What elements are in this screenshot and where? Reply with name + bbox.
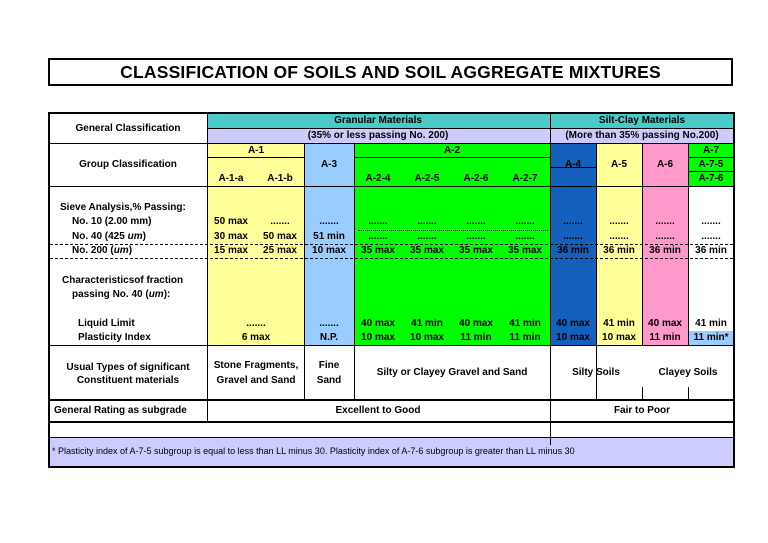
chars-ll-row-cell: 40 max xyxy=(648,318,682,329)
sieve-row200-cell: 35 max xyxy=(410,245,444,256)
sieve-row40-cell: 51 min xyxy=(313,231,345,242)
dash-line-2 xyxy=(50,258,733,259)
hline-2 xyxy=(48,186,735,187)
liquid-limit-label: Liquid Limit xyxy=(78,318,135,329)
sieve-row10-cell: ....... xyxy=(655,216,675,227)
sieve-row10-cell: 50 max xyxy=(214,216,248,227)
sieve-row40-cell: ....... xyxy=(515,231,535,242)
group-a1: A-1 xyxy=(247,145,265,156)
hline-a7a xyxy=(688,157,734,158)
hline-a2 xyxy=(354,157,550,158)
group-a4: A-4 xyxy=(564,159,582,170)
tick-a6 xyxy=(642,387,643,399)
sieve-row40-cell: ....... xyxy=(563,231,583,242)
group-a1b: A-1-b xyxy=(267,173,293,184)
a1-type-2: Gravel and Sand xyxy=(216,375,296,386)
sieve-row10-cell: ....... xyxy=(368,216,388,227)
hline-header xyxy=(207,128,734,129)
plasticity-index-label: Plasticity Index xyxy=(78,332,151,343)
group-a76: A-7-6 xyxy=(698,173,724,184)
sieve-row200-cell: 35 max xyxy=(459,245,493,256)
sieve-row200-cell: 36 min xyxy=(557,245,589,256)
sieve-row40-cell: ....... xyxy=(609,231,629,242)
chars-pi-row-cell: 11 min xyxy=(509,332,541,343)
sieve-row40-cell: 30 max xyxy=(214,231,248,242)
border-left xyxy=(48,112,50,468)
sieve-row200-cell: 15 max xyxy=(214,245,248,256)
sieve-row200-cell: 35 max xyxy=(508,245,542,256)
chars-ll-row-cell: 41 min xyxy=(695,318,727,329)
hline-4 xyxy=(48,399,735,401)
chars-pi-row-cell: 10 max xyxy=(361,332,395,343)
chars-pi-row-cell: 11 min xyxy=(460,332,492,343)
group-a7: A-7 xyxy=(702,145,720,156)
rating-good: Excellent to Good xyxy=(335,405,421,416)
tick-a4 xyxy=(550,387,551,399)
chars-pi-row-cell: 10 max xyxy=(602,332,636,343)
vline-a5-a6 xyxy=(642,143,643,345)
a1-pi: 6 max xyxy=(241,332,271,343)
usual-types-label-1: Usual Types of significant xyxy=(66,362,190,373)
chars-ll-row-cell: 40 max xyxy=(361,318,395,329)
hline-6 xyxy=(48,437,735,438)
chars-pi-row-cell: 11 min xyxy=(649,332,681,343)
group-a6: A-6 xyxy=(656,159,674,170)
sieve-row10-cell: ....... xyxy=(466,216,486,227)
hline-a1 xyxy=(207,157,304,158)
page-title: CLASSIFICATION OF SOILS AND SOIL AGGREGATE MIXTURES xyxy=(48,58,733,86)
a1-type-1: Stone Fragments, xyxy=(213,360,299,371)
a3-type-2: Sand xyxy=(316,375,342,386)
sieve-row200-cell: 35 max xyxy=(361,245,395,256)
sieve-row10-cell: ....... xyxy=(701,216,721,227)
vline-a3-a2 xyxy=(354,143,355,399)
sieve-row10-cell: ....... xyxy=(515,216,535,227)
sieve-no40-label: No. 40 (425 um) xyxy=(72,231,146,242)
sieve-analysis-label: Sieve Analysis,% Passing: xyxy=(60,202,186,213)
vline-a1-a3 xyxy=(304,143,305,399)
clayey-soils-type: Clayey Soils xyxy=(658,367,718,378)
sieve-row200-cell: 10 max xyxy=(312,245,346,256)
chars-ll-row-cell: 41 min xyxy=(603,318,635,329)
chars-ll-row-cell: 40 max xyxy=(459,318,493,329)
chars-pi-row-cell: 11 min* xyxy=(693,332,729,343)
border-bottom xyxy=(48,466,735,468)
border-top xyxy=(48,112,735,114)
chars-pi-row-cell: 10 max xyxy=(410,332,444,343)
group-classification-label: Group Classification xyxy=(79,159,177,170)
granular-materials-header: Granular Materials xyxy=(334,115,422,126)
vline-a6-a7 xyxy=(688,143,689,345)
sieve-row10-cell: ....... xyxy=(417,216,437,227)
group-a2: A-2 xyxy=(443,145,461,156)
sieve-row200-cell: 36 min xyxy=(695,245,727,256)
chars-ll-row-cell: 41 min xyxy=(509,318,541,329)
sieve-row40-cell: ....... xyxy=(368,231,388,242)
group-a24: A-2-4 xyxy=(365,173,391,184)
group-a1a: A-1-a xyxy=(218,173,244,184)
group-a5: A-5 xyxy=(610,159,628,170)
a3-ll: ....... xyxy=(319,318,339,329)
a3-type-1: Fine xyxy=(318,360,340,371)
characteristics-label-2: passing No. 40 (um): xyxy=(72,289,171,300)
group-a27: A-2-7 xyxy=(512,173,538,184)
sieve-row40-cell: ....... xyxy=(701,231,721,242)
sieve-row10-cell: ....... xyxy=(319,216,339,227)
sieve-row200-cell: 25 max xyxy=(263,245,297,256)
chars-ll-row-cell: 41 min xyxy=(411,318,443,329)
usual-types-label-2: Constituent materials xyxy=(76,375,180,386)
sieve-row10-cell: ....... xyxy=(563,216,583,227)
rating-poor: Fair to Poor xyxy=(613,405,671,416)
sieve-no200-label: No. 200 (um) xyxy=(72,245,133,256)
sieve-row40-cell: ....... xyxy=(655,231,675,242)
vline-label xyxy=(207,114,208,422)
tick-a7 xyxy=(688,387,689,399)
sieve-row40-cell: ....... xyxy=(417,231,437,242)
granular-sub-header: (35% or less passing No. 200) xyxy=(307,130,449,141)
group-a25: A-2-5 xyxy=(414,173,440,184)
vline-a4-a5 xyxy=(596,143,597,399)
hline-5 xyxy=(48,421,735,423)
general-rating-label: General Rating as subgrade xyxy=(54,405,187,416)
chars-ll-row-cell: 40 max xyxy=(556,318,590,329)
characteristics-label-1: Characteristicsof fraction xyxy=(62,275,184,286)
a2-type: Silty or Clayey Gravel and Sand xyxy=(376,367,528,378)
a3-pi: N.P. xyxy=(319,332,339,343)
group-a3: A-3 xyxy=(320,159,338,170)
border-right xyxy=(733,112,735,468)
sieve-row200-cell: 36 min xyxy=(603,245,635,256)
general-classification-label: General Classification xyxy=(75,123,181,134)
sieve-row200-cell: 36 min xyxy=(649,245,681,256)
sieve-row40-cell: 50 max xyxy=(263,231,297,242)
sieve-row40-cell: ....... xyxy=(466,231,486,242)
hline-1 xyxy=(48,143,735,144)
a1-ll: ....... xyxy=(246,318,266,329)
chars-pi-row-cell: 10 max xyxy=(556,332,590,343)
group-a26: A-2-6 xyxy=(463,173,489,184)
siltclay-sub-header: (More than 35% passing No.200) xyxy=(565,130,719,141)
silty-soils-type: Silty Soils xyxy=(572,367,620,378)
sieve-row10-cell: ....... xyxy=(609,216,629,227)
group-a75: A-7-5 xyxy=(698,159,724,170)
hline-3 xyxy=(48,345,735,346)
siltclay-materials-header: Silt-Clay Materials xyxy=(598,115,686,126)
hline-a7b xyxy=(688,171,734,172)
footnote: * Plasticity index of A-7-5 subgroup is equal to less than LL minus 30. Plasticity index of A-7-6 subgroup is greater than LL minus 30 xyxy=(52,446,575,456)
sieve-no10-label: No. 10 (2.00 mm) xyxy=(72,216,152,227)
sieve-row10-cell: ....... xyxy=(270,216,290,227)
